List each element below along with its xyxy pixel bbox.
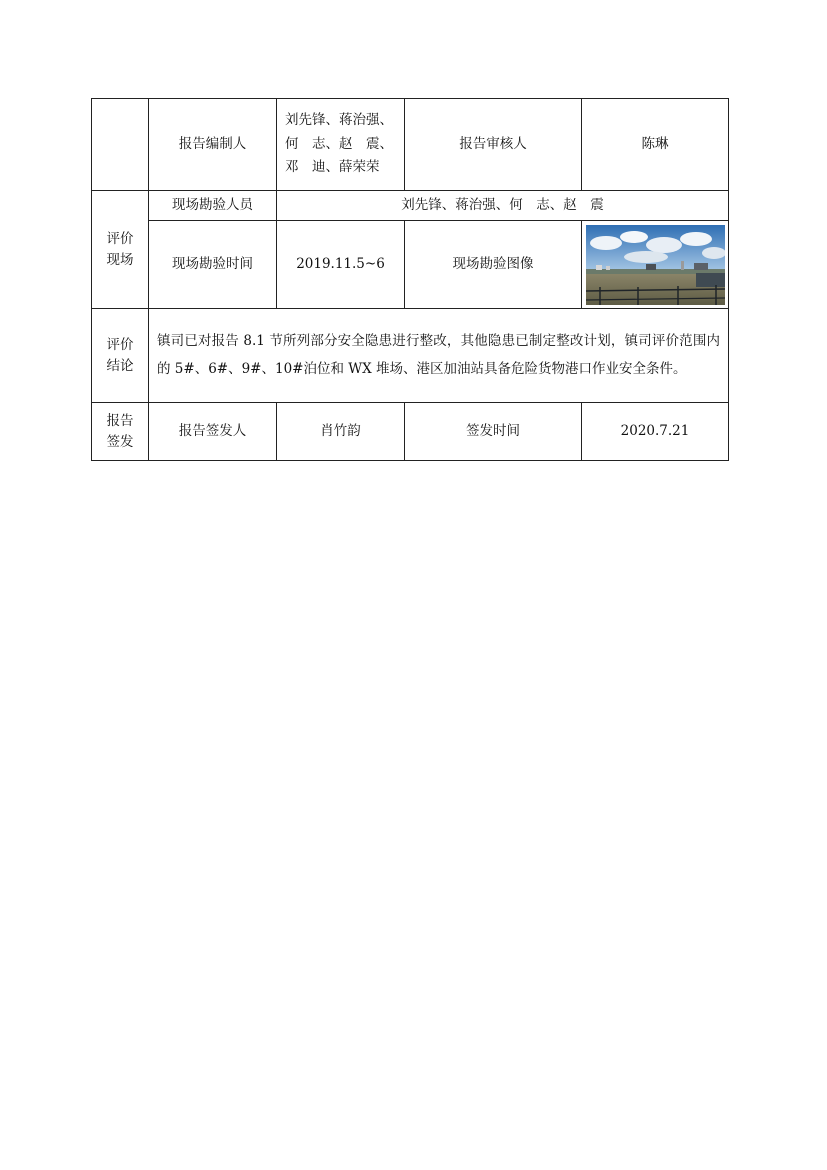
issuer-label: 报告签发人	[149, 403, 277, 461]
issuer-name: 肖竹韵	[277, 403, 405, 461]
compiler-names-line: 刘先锋、蒋治强、	[285, 112, 393, 129]
conclusion-row	[92, 309, 729, 403]
empty-cell	[92, 99, 149, 191]
issue-date-label: 签发时间	[405, 403, 582, 461]
conclusion-label-line: 结论	[106, 357, 134, 374]
reviewer-label: 报告审核人	[405, 99, 582, 191]
site-label-line: 现场	[106, 251, 134, 268]
reviewer-name: 陈琳	[582, 99, 729, 191]
inspectors-names: 刘先锋、蒋治强、何 志、赵 震	[277, 191, 729, 221]
inspection-photo-cell	[582, 221, 729, 309]
compiler-names-line: 何 志、赵 震、	[285, 135, 393, 152]
inspectors-row	[92, 191, 729, 221]
conclusion-section-label	[92, 309, 149, 403]
site-label-line: 评价	[106, 231, 134, 248]
conclusion-label-line: 评价	[106, 337, 134, 354]
issue-section-label	[92, 403, 149, 461]
compiler-row	[92, 99, 729, 191]
inspectors-label: 现场勘验人员	[149, 191, 277, 221]
inspection-time-label: 现场勘验时间	[149, 221, 277, 309]
issue-date-value: 2020.7.21	[582, 403, 729, 461]
conclusion-text: 镇司已对报告 8.1 节所列部分安全隐患进行整改，其他隐患已制定整改计划，镇司评价范围内的 5#、6#、9#、10#泊位和 WX 堆场、港区加油站具备危险货物港口作业安全条件。	[149, 309, 729, 403]
issue-label-line: 签发	[106, 433, 134, 450]
issue-label-line: 报告	[106, 413, 134, 430]
compiler-names-line: 邓 迪、薛荣荣	[285, 159, 380, 176]
compiler-names	[277, 99, 405, 191]
inspection-time-row	[92, 221, 729, 309]
site-inspection-photo	[586, 225, 725, 305]
issue-row	[92, 403, 729, 461]
compiler-label: 报告编制人	[149, 99, 277, 191]
site-section-label	[92, 191, 149, 309]
report-info-table	[91, 98, 729, 461]
inspection-image-label: 现场勘验图像	[405, 221, 582, 309]
inspection-time-value: 2019.11.5~6	[277, 221, 405, 309]
